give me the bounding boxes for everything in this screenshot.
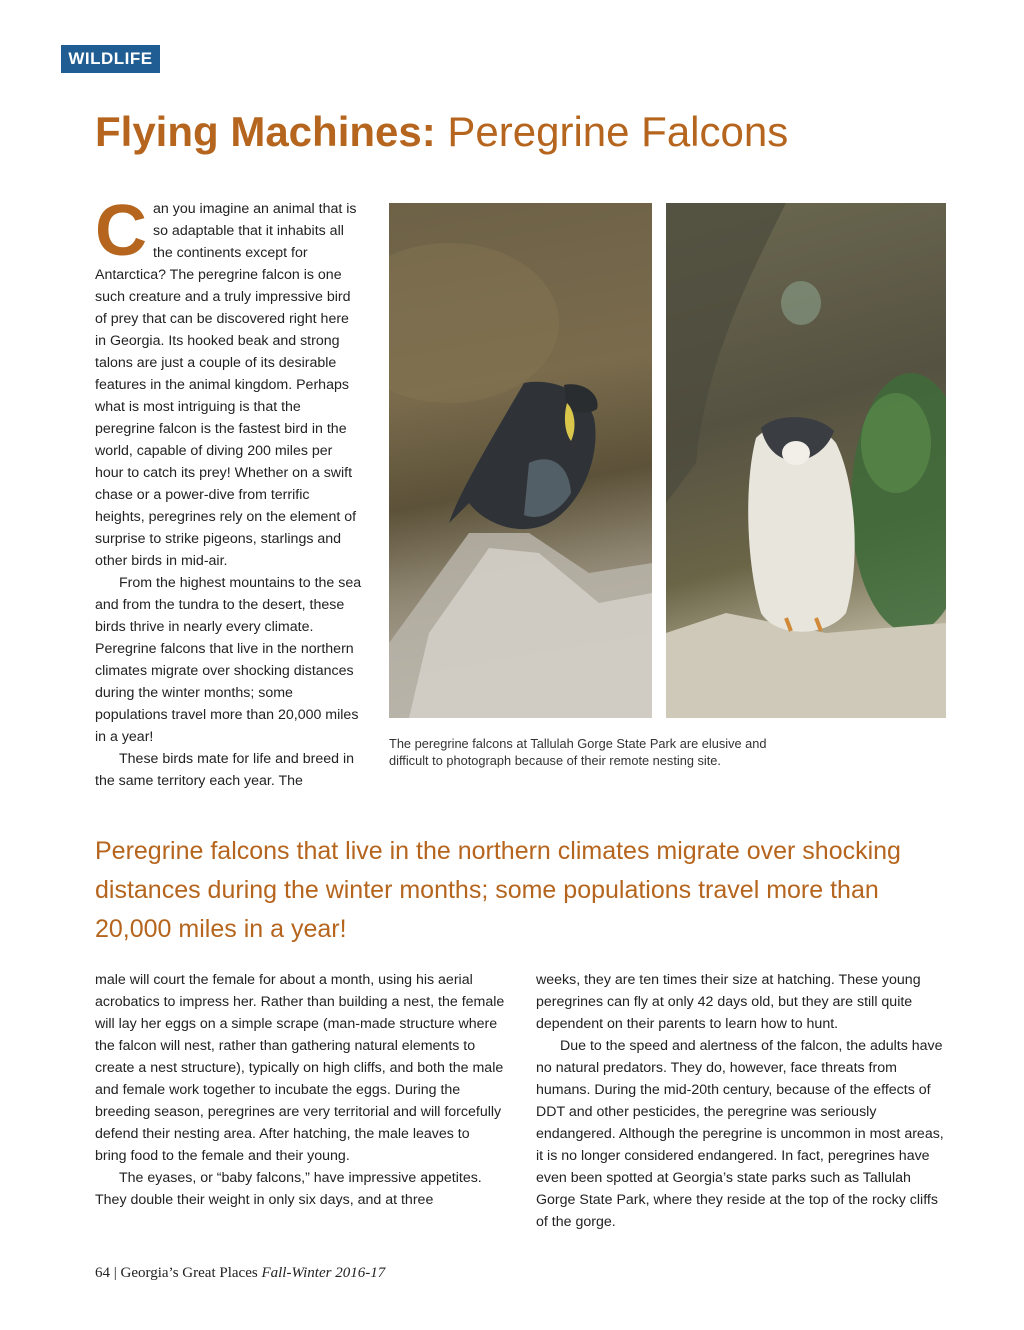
intro-paragraph-2: From the highest mountains to the sea and from the tundra to the desert, these birds thrive in nearly every climate. Peregrine falcons that live in the northern climates migrate over shocking distances during the winter months; some populations travel more than 20,000 miles in a year! [95, 575, 362, 745]
issue-label: Fall-Winter 2016-17 [261, 1265, 386, 1281]
column2-paragraph-2: Due to the speed and alertness of the falcon, the adults have no natural predators. They do, however, face threats from humans. During the mid-20th century, because of the effects of DDT and other pesticides, the peregrine was seriously endangered. Although the peregrine is uncommon in most areas, it is no longer considered endangered. In fact, peregrines have even been spotted at Georgia’s state parks such as Tallulah Gorge State Park, where they reside at the top of the rocky cliffs of the gorge. [536, 1038, 944, 1230]
publication-name: Georgia’s Great Places [120, 1265, 258, 1281]
intro-paragraph-1: an you imagine an animal that is so adaptable that it inhabits all the continents except for Antarctica? The peregrine falcon is one such creature and a truly impressive bird of prey that can be discovered right here in Georgia. Its hooked beak and strong talons are just a couple of its desirable features in the animal kingdom. Perhaps what is most intriguing is that the peregrine falcon is the fastest bird in the world, capable of diving 200 miles per hour to catch its prey! Whether on a swift chase or a power-dive from terrific heights, peregrines rely on the element of surprise to strike pigeons, starlings and other birds in mid-air. [95, 201, 357, 569]
column1-paragraph-2: The eyases, or “baby falcons,” have impressive appetites. They double their weight in only six days, and at three [95, 1170, 482, 1208]
intro-column [95, 191, 363, 792]
page-footer [95, 1265, 385, 1282]
section-tag: WILDLIFE [61, 45, 160, 73]
falcon-photo-right [666, 203, 946, 718]
pull-quote: Peregrine falcons that live in the northern climates migrate over shocking distances during the winter months; some populations travel more than 20,000 miles in a year! [95, 837, 901, 943]
article-title [95, 104, 788, 160]
title-bold: Flying Machines: [95, 108, 436, 155]
body-column-1 [95, 969, 505, 1211]
title-rest: Peregrine Falcons [447, 108, 789, 155]
page-number: 64 [95, 1265, 110, 1281]
falcon-photo-left [389, 203, 652, 718]
footer-separator: | [113, 1265, 117, 1281]
column2-paragraph-1: weeks, they are ten times their size at hatching. These young peregrines can fly at only 42 days old, but they are still quite dependent on their parents to learn how to hunt. [536, 972, 921, 1032]
column1-paragraph-1: male will court the female for about a month, using his aerial acrobatics to impress her. Rather than building a nest, the female will lay her eggs on a simple scrape (man-made structure where the falcon will nest, rather than gathering natural elements to create a nest structure), typically on high cliffs, and both the male and female work together to incubate the eggs. During the breeding season, peregrines are very territorial and will forcefully defend their nesting area. After hatching, the male leaves to bring food to the female and their young. [95, 972, 505, 1164]
photo-caption: The peregrine falcons at Tallulah Gorge State Park are elusive and difficult to photograph because of their remote nesting site. [389, 736, 767, 768]
body-column-2 [536, 969, 948, 1233]
intro-paragraph-3: These birds mate for life and breed in the same territory each year. The [95, 751, 355, 789]
drop-cap: C [95, 191, 147, 271]
